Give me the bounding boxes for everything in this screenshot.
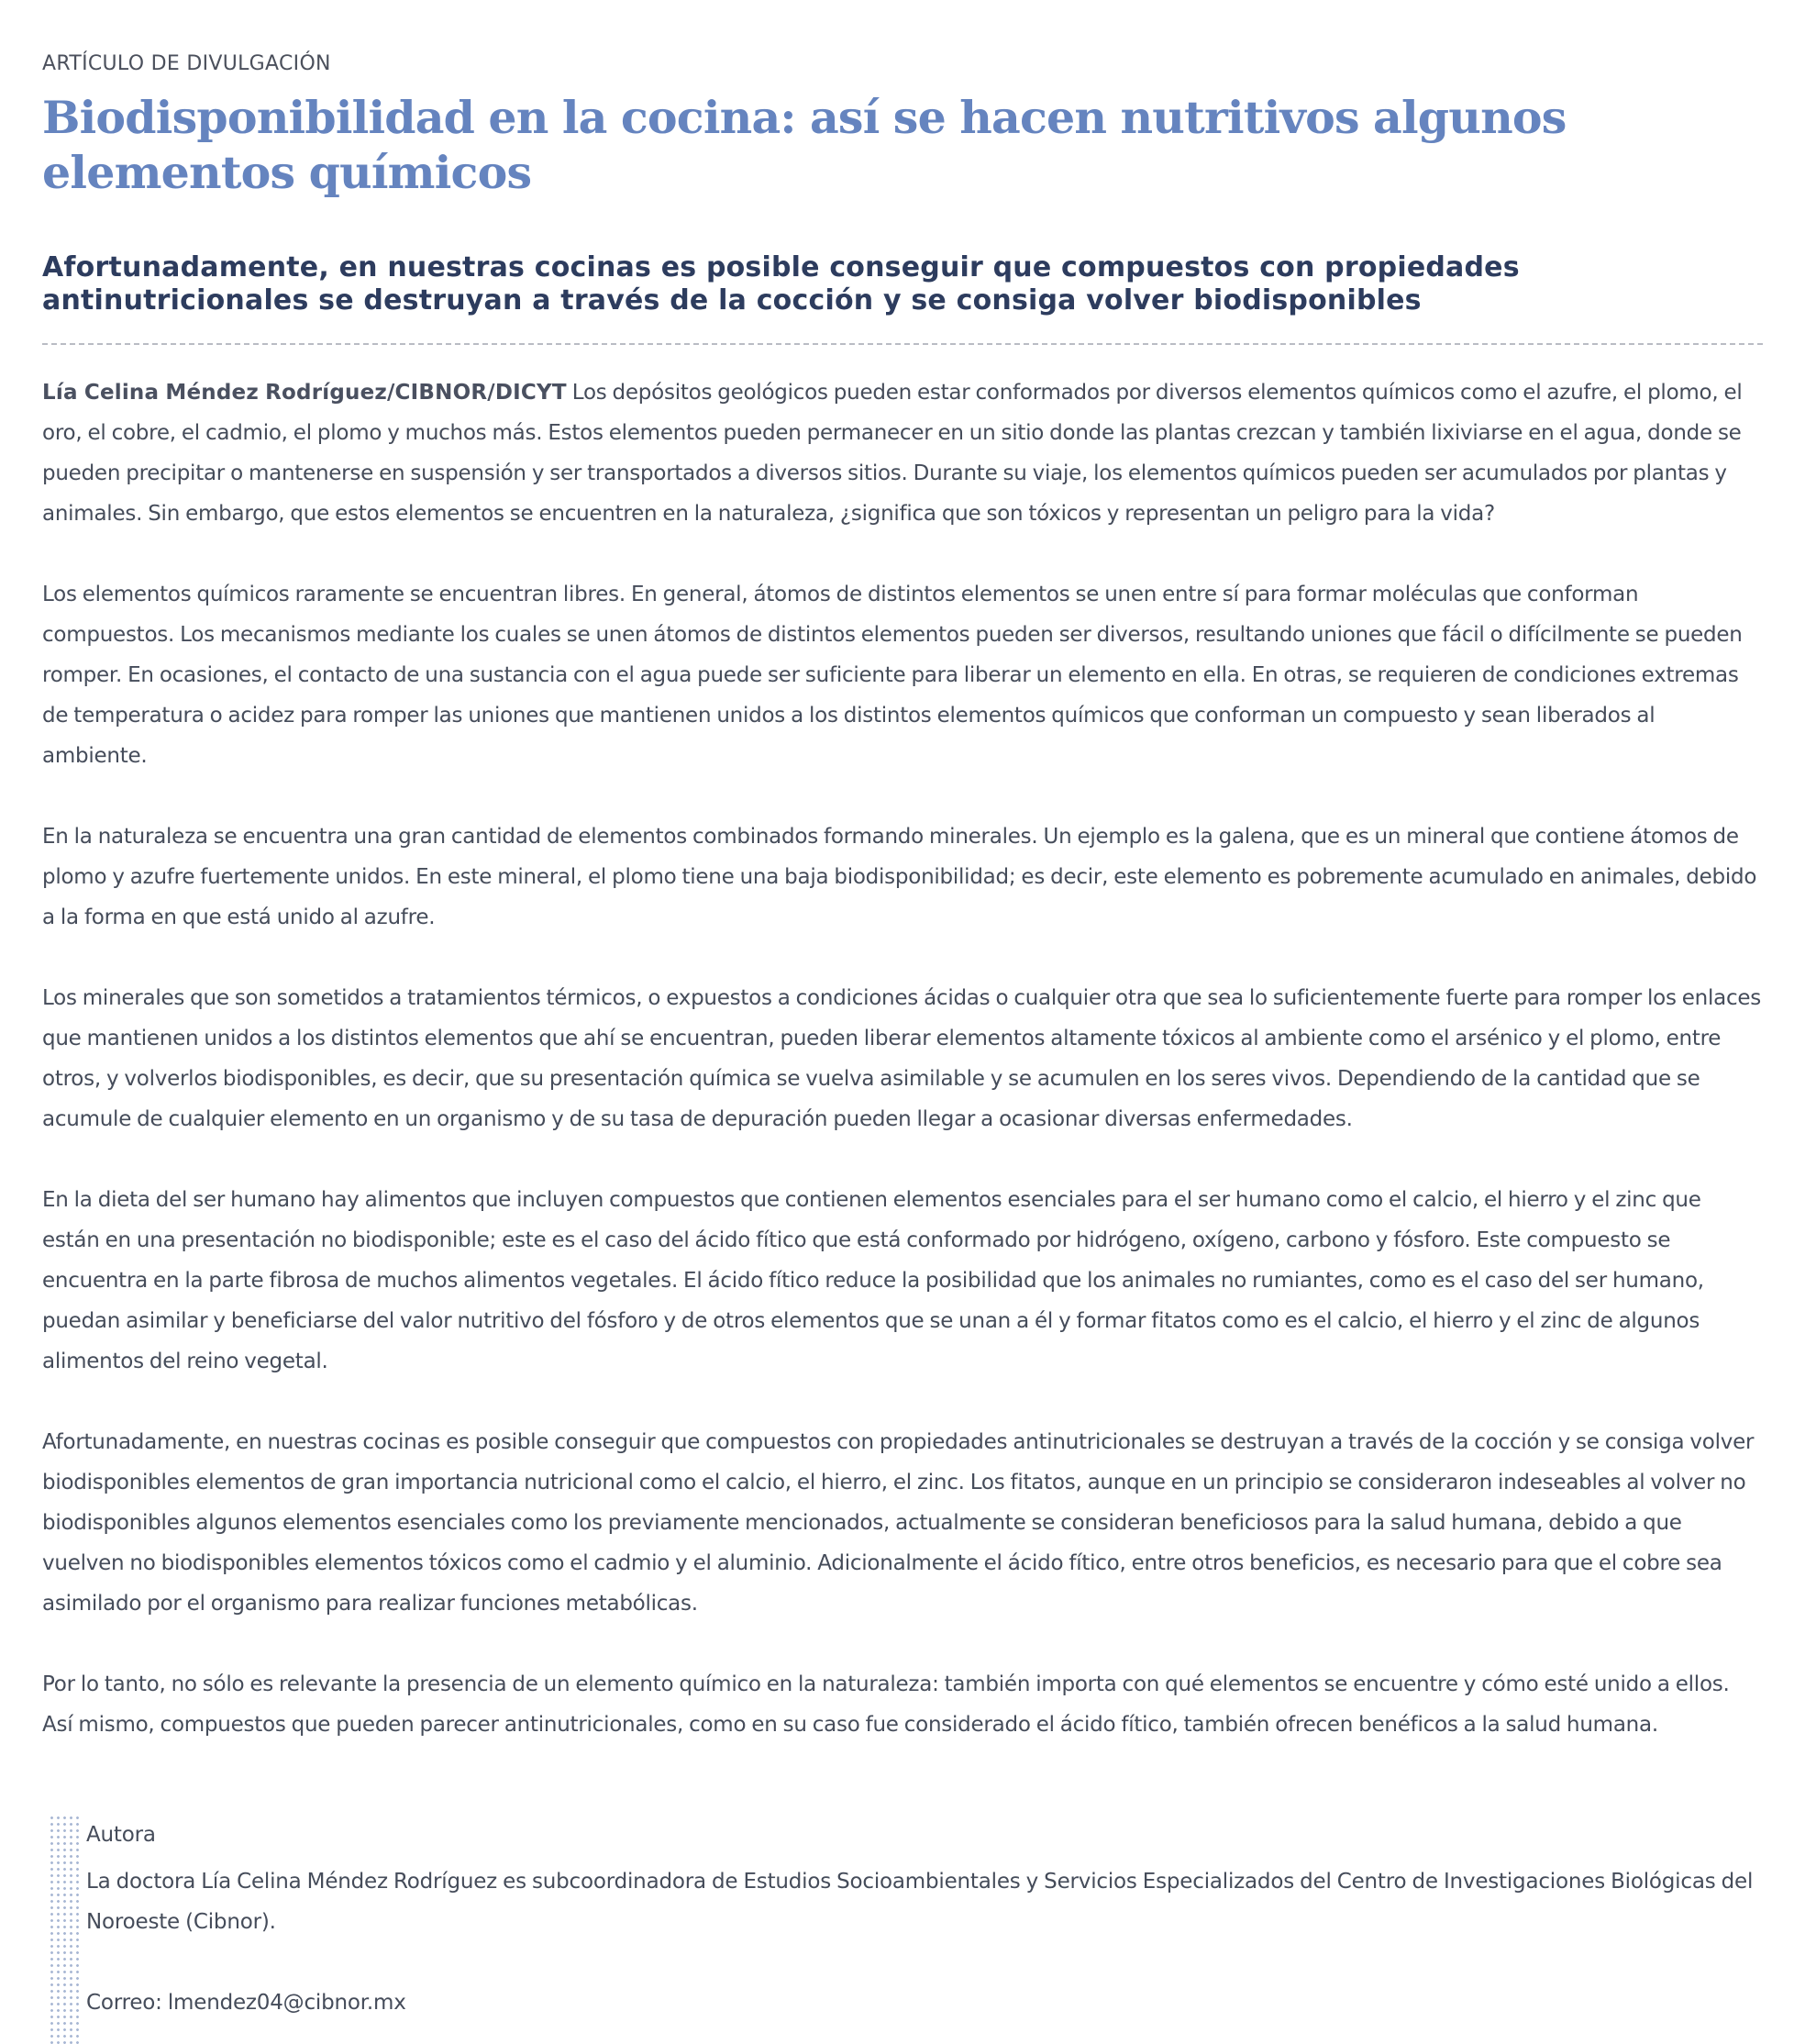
author-label: Autora <box>86 1823 156 1847</box>
article-paragraph-4: Los minerales que son sometidos a tratamientos térmicos, o expuestos a condiciones ácidas o cualquier otra que sea lo suficientemente fuerte para romper los enlaces que mantienen unidos a los distintos elementos que ahí se encuentran, pueden liberar elementos altamente tóxicos al ambiente como el arsénico y el plomo, entre otros, y volverlos biodisponibles, es decir, que su presentación química se vuelva asimilable y se acumulen en los seres vivos. Dependiendo de la cantidad que se acumule de cualquier elemento en un organismo y de su tasa de depuración pueden llegar a ocasionar diversas enfermedades. <box>42 986 1762 1131</box>
article-byline: Lía Celina Méndez Rodríguez/CIBNOR/DICYT <box>42 381 567 405</box>
author-email-line <box>86 1983 1763 2023</box>
author-email[interactable]: lmendez04@cibnor.mx <box>167 1991 406 2015</box>
article-paragraph-7: Por lo tanto, no sólo es relevante la presencia de un elemento químico en la naturaleza: también importa con qué elementos se encuentre y cómo esté unido a ellos. Así mismo, compuestos que pueden parecer antinutricionales, como en su caso fue considerado el ácido fítico, también ofrecen benéficos a la salud humana. <box>42 1672 1730 1737</box>
article-title: Biodisponibilidad en la cocina: así se hacen nutritivos algunos elementos químicos <box>42 91 1567 199</box>
article-paragraph-5: En la dieta del ser humano hay alimentos que incluyen compuestos que contienen elementos esenciales para el ser humano como el calcio, el hierro y el zinc que están en una presentación no biodisponible; este es el caso del ácido fítico que está conformado por hidrógeno, oxígeno, carbono y fósforo. Este compuesto se encuentra en la parte fibrosa de muchos alimentos vegetales. El ácido fítico reduce la posibilidad que los animales no rumiantes, como es el caso del ser humano, puedan asimilar y beneficiarse del valor nutritivo del fósforo y de otros elementos que se unan a él y formar fitatos como es el calcio, el hierro y el zinc de algunos alimentos del reino vegetal. <box>42 1188 1704 1373</box>
dotted-accent-bar <box>49 1815 80 2044</box>
article-kicker: ARTÍCULO DE DIVULGACIÓN <box>42 52 331 75</box>
article-paragraph-1 <box>42 372 1763 534</box>
article-paragraph-3: En la naturaleza se encuentra una gran cantidad de elementos combinados formando minerales. Un ejemplo es la galena, que es un mineral que contiene átomos de plomo y azufre fuertemente unidos. En este mineral, el plomo tiene una baja biodisponibilidad; es decir, este elemento es pobremente acumulado en animales, debido a la forma en que está unido al azufre. <box>42 825 1757 929</box>
paragraph-1-text: Los depósitos geológicos pueden estar conformados por diversos elementos químicos como el azufre, el plomo, el oro, el cobre, el cadmio, el plomo y muchos más. Estos elementos pueden permanecer en un sitio donde las plantas crezcan y también lixiviarse en el agua, donde se pueden precipitar o mantenerse en suspensión y ser transportados a diversos sitios. Durante su viaje, los elementos químicos pueden ser acumulados por plantas y animales. Sin embargo, que estos elementos se encuentren en la naturaleza, ¿significa que son tóxicos y representan un peligro para la vida? <box>42 381 1743 526</box>
article-body <box>42 372 1763 1745</box>
article-paragraph-6: Afortunadamente, en nuestras cocinas es posible conseguir que compuestos con propiedades antinutricionales se destruyan a través de la cocción y se consiga volver biodisponibles elementos de gran importancia nutricional como el calcio, el hierro, el zinc. Los fitatos, aunque en un principio se consideraron indeseables al volver no biodisponibles algunos elementos esenciales como los previamente mencionados, actualmente se consideran beneficiosos para la salud humana, debido a que vuelven no biodisponibles elementos tóxicos como el cadmio y el aluminio. Adicionalmente el ácido fítico, entre otros beneficios, es necesario para que el cobre sea asimilado por el organismo para realizar funciones metabólicas. <box>42 1430 1755 1616</box>
article-paragraph-2: Los elementos químicos raramente se encuentran libres. En general, átomos de distintos elementos se unen entre sí para formar moléculas que conforman compuestos. Los mecanismos mediante los cuales se unen átomos de distintos elementos pueden ser diversos, resultando uniones que fácil o difícilmente se pueden romper. En ocasiones, el contacto de una sustancia con el agua puede ser suficiente para liberar un elemento en ella. En otras, se requieren de condiciones extremas de temperatura o acidez para romper las uniones que mantienen unidos a los distintos elementos químicos que conforman un compuesto y sean liberados al ambiente. <box>42 583 1743 768</box>
author-box <box>42 1815 1763 2044</box>
dashed-divider <box>42 343 1763 345</box>
author-bio: La doctora Lía Celina Méndez Rodríguez es subcoordinadora de Estudios Socioambientales y Servicios Especializados del Centro de Investigaciones Biológicas del Noroeste (Cibnor). <box>86 1870 1754 1934</box>
article-subtitle: Afortunadamente, en nuestras cocinas es posible conseguir que compuestos con propiedades antinutricionales se destruyan a través de la cocción y se consiga volver biodisponibles <box>42 251 1520 317</box>
email-label: Correo: <box>86 1991 162 2015</box>
